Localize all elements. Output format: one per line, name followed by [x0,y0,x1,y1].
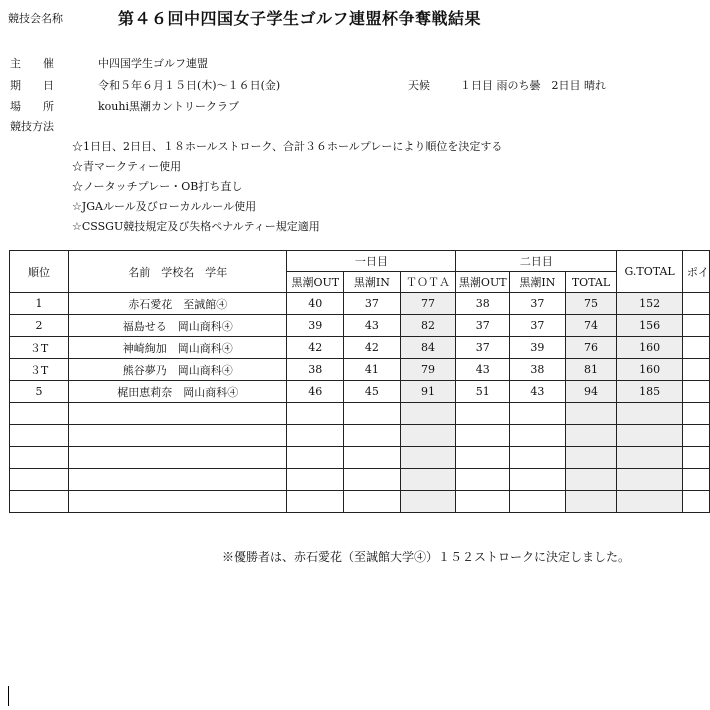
empty-cell [565,447,617,469]
day1-total-cell: 77 [400,293,456,315]
empty-cell [69,469,287,491]
empty-cell [682,491,709,513]
day2-in-cell: 38 [510,359,565,381]
gtotal-cell: 156 [617,315,683,337]
day2-total-cell: 94 [565,381,617,403]
empty-cell [617,425,683,447]
gtotal-header: G.TOTAL [617,251,683,293]
table-row [10,381,710,403]
empty-cell [344,447,400,469]
table-row [10,293,710,315]
day2-total-cell: 74 [565,315,617,337]
table-row-empty [10,469,710,491]
empty-cell [287,403,344,425]
empty-cell [287,447,344,469]
day2-out-cell: 37 [456,337,510,359]
empty-cell [617,447,683,469]
day2-header: 二日目 [456,251,617,272]
day1-total-header: ＴＯＴＡ [400,272,456,293]
gtotal-cell: 160 [617,359,683,381]
player-cell: 赤石愛花 至誠館④ [69,293,287,315]
table-row-empty [10,491,710,513]
method-label: 競技方法 [10,120,54,133]
empty-cell [682,447,709,469]
points-cell [682,315,709,337]
venue-value: kouhi黒潮カントリークラブ [98,100,239,113]
empty-cell [456,425,510,447]
points-header: ポイ [682,251,709,293]
day2-total-cell: 75 [565,293,617,315]
empty-cell [456,491,510,513]
gtotal-cell: 160 [617,337,683,359]
day1-out-cell: 38 [287,359,344,381]
gtotal-cell: 185 [617,381,683,403]
day2-in-cell: 43 [510,381,565,403]
rule-item: ☆JGAルール及びローカルルール使用 [72,200,257,213]
empty-cell [617,491,683,513]
rank-cell: 5 [10,381,69,403]
rule-item: ☆1日目、2日目、１８ホールストローク、合計３６ホールプレーにより順位を決定する [72,140,503,153]
empty-cell [565,491,617,513]
empty-cell [400,469,456,491]
empty-cell [400,425,456,447]
player-cell: 梶田恵莉奈 岡山商科④ [69,381,287,403]
day1-in-cell: 43 [344,315,400,337]
table-row [10,359,710,381]
day2-in-cell: 37 [510,315,565,337]
player-cell: 熊谷夢乃 岡山商科④ [69,359,287,381]
empty-cell [510,469,565,491]
empty-cell [565,403,617,425]
results-table [9,250,710,513]
weather-label: 天候 [408,79,430,92]
day2-in-cell: 37 [510,293,565,315]
empty-cell [510,403,565,425]
page-title: 第４６回中四国女子学生ゴルフ連盟杯争奪戦結果 [118,9,482,28]
empty-cell [565,425,617,447]
empty-cell [344,469,400,491]
points-cell [682,337,709,359]
rank-cell: ３T [10,359,69,381]
day2-total-cell: 76 [565,337,617,359]
day1-total-cell: 79 [400,359,456,381]
day2-out-header: 黒潮OUT [456,272,510,293]
empty-cell [510,491,565,513]
day1-in-cell: 37 [344,293,400,315]
empty-cell [510,425,565,447]
empty-cell [10,425,69,447]
day1-in-cell: 42 [344,337,400,359]
empty-cell [344,425,400,447]
organizer-label: 主 催 [10,57,54,70]
rank-cell: 2 [10,315,69,337]
text-cursor [8,686,9,706]
day1-out-cell: 40 [287,293,344,315]
day2-out-cell: 37 [456,315,510,337]
day2-out-cell: 38 [456,293,510,315]
day2-total-cell: 81 [565,359,617,381]
organizer-value: 中四国学生ゴルフ連盟 [98,57,208,70]
player-cell: 福島せる 岡山商科④ [69,315,287,337]
rank-cell: ３T [10,337,69,359]
empty-cell [617,403,683,425]
venue-label: 場 所 [10,100,54,113]
points-cell [682,381,709,403]
day1-header: 一日目 [287,251,456,272]
day1-in-header: 黒潮IN [344,272,400,293]
day1-out-header: 黒潮OUT [287,272,344,293]
day1-total-cell: 82 [400,315,456,337]
day2-in-header: 黒潮IN [510,272,565,293]
empty-cell [400,447,456,469]
table-row [10,315,710,337]
empty-cell [287,425,344,447]
day1-out-cell: 42 [287,337,344,359]
day1-in-cell: 41 [344,359,400,381]
date-label: 期 日 [10,79,54,92]
points-cell [682,359,709,381]
table-row-empty [10,425,710,447]
gtotal-cell: 152 [617,293,683,315]
empty-cell [287,491,344,513]
rule-item: ☆青マークティー使用 [72,160,182,173]
empty-cell [617,469,683,491]
empty-cell [400,403,456,425]
table-header-row [10,251,710,272]
event-name-label: 競技会名称 [8,12,63,25]
empty-cell [456,403,510,425]
player-cell: 神崎絢加 岡山商科④ [69,337,287,359]
points-cell [682,293,709,315]
empty-cell [69,447,287,469]
empty-cell [287,469,344,491]
table-row [10,337,710,359]
day1-total-cell: 84 [400,337,456,359]
day1-out-cell: 39 [287,315,344,337]
day1-out-cell: 46 [287,381,344,403]
date-value: 令和５年６月１５日(木)〜１６日(金) [98,79,281,92]
day2-out-cell: 51 [456,381,510,403]
empty-cell [344,491,400,513]
day2-in-cell: 39 [510,337,565,359]
rule-item: ☆CSSGU競技規定及び失格ペナルティー規定適用 [72,220,320,233]
empty-cell [10,403,69,425]
empty-cell [10,491,69,513]
table-row-empty [10,403,710,425]
empty-cell [69,425,287,447]
day2-total-header: TOTAL [565,272,617,293]
rank-header: 順位 [10,251,69,293]
empty-cell [344,403,400,425]
empty-cell [565,469,617,491]
empty-cell [400,491,456,513]
empty-cell [10,447,69,469]
weather-value: １日目 雨のち曇 2日目 晴れ [460,79,606,92]
empty-cell [682,425,709,447]
empty-cell [69,491,287,513]
name-header: 名前 学校名 学年 [69,251,287,293]
day1-in-cell: 45 [344,381,400,403]
winner-note: ※優勝者は、赤石愛花（至誠館大学④）１５２ストロークに決定しました。 [222,550,631,564]
empty-cell [682,469,709,491]
rule-item: ☆ノータッチプレー・OB打ち直し [72,180,243,193]
empty-cell [682,403,709,425]
table-row-empty [10,447,710,469]
empty-cell [69,403,287,425]
empty-cell [456,469,510,491]
empty-cell [10,469,69,491]
empty-cell [456,447,510,469]
day1-total-cell: 91 [400,381,456,403]
rank-cell: 1 [10,293,69,315]
empty-cell [510,447,565,469]
day2-out-cell: 43 [456,359,510,381]
